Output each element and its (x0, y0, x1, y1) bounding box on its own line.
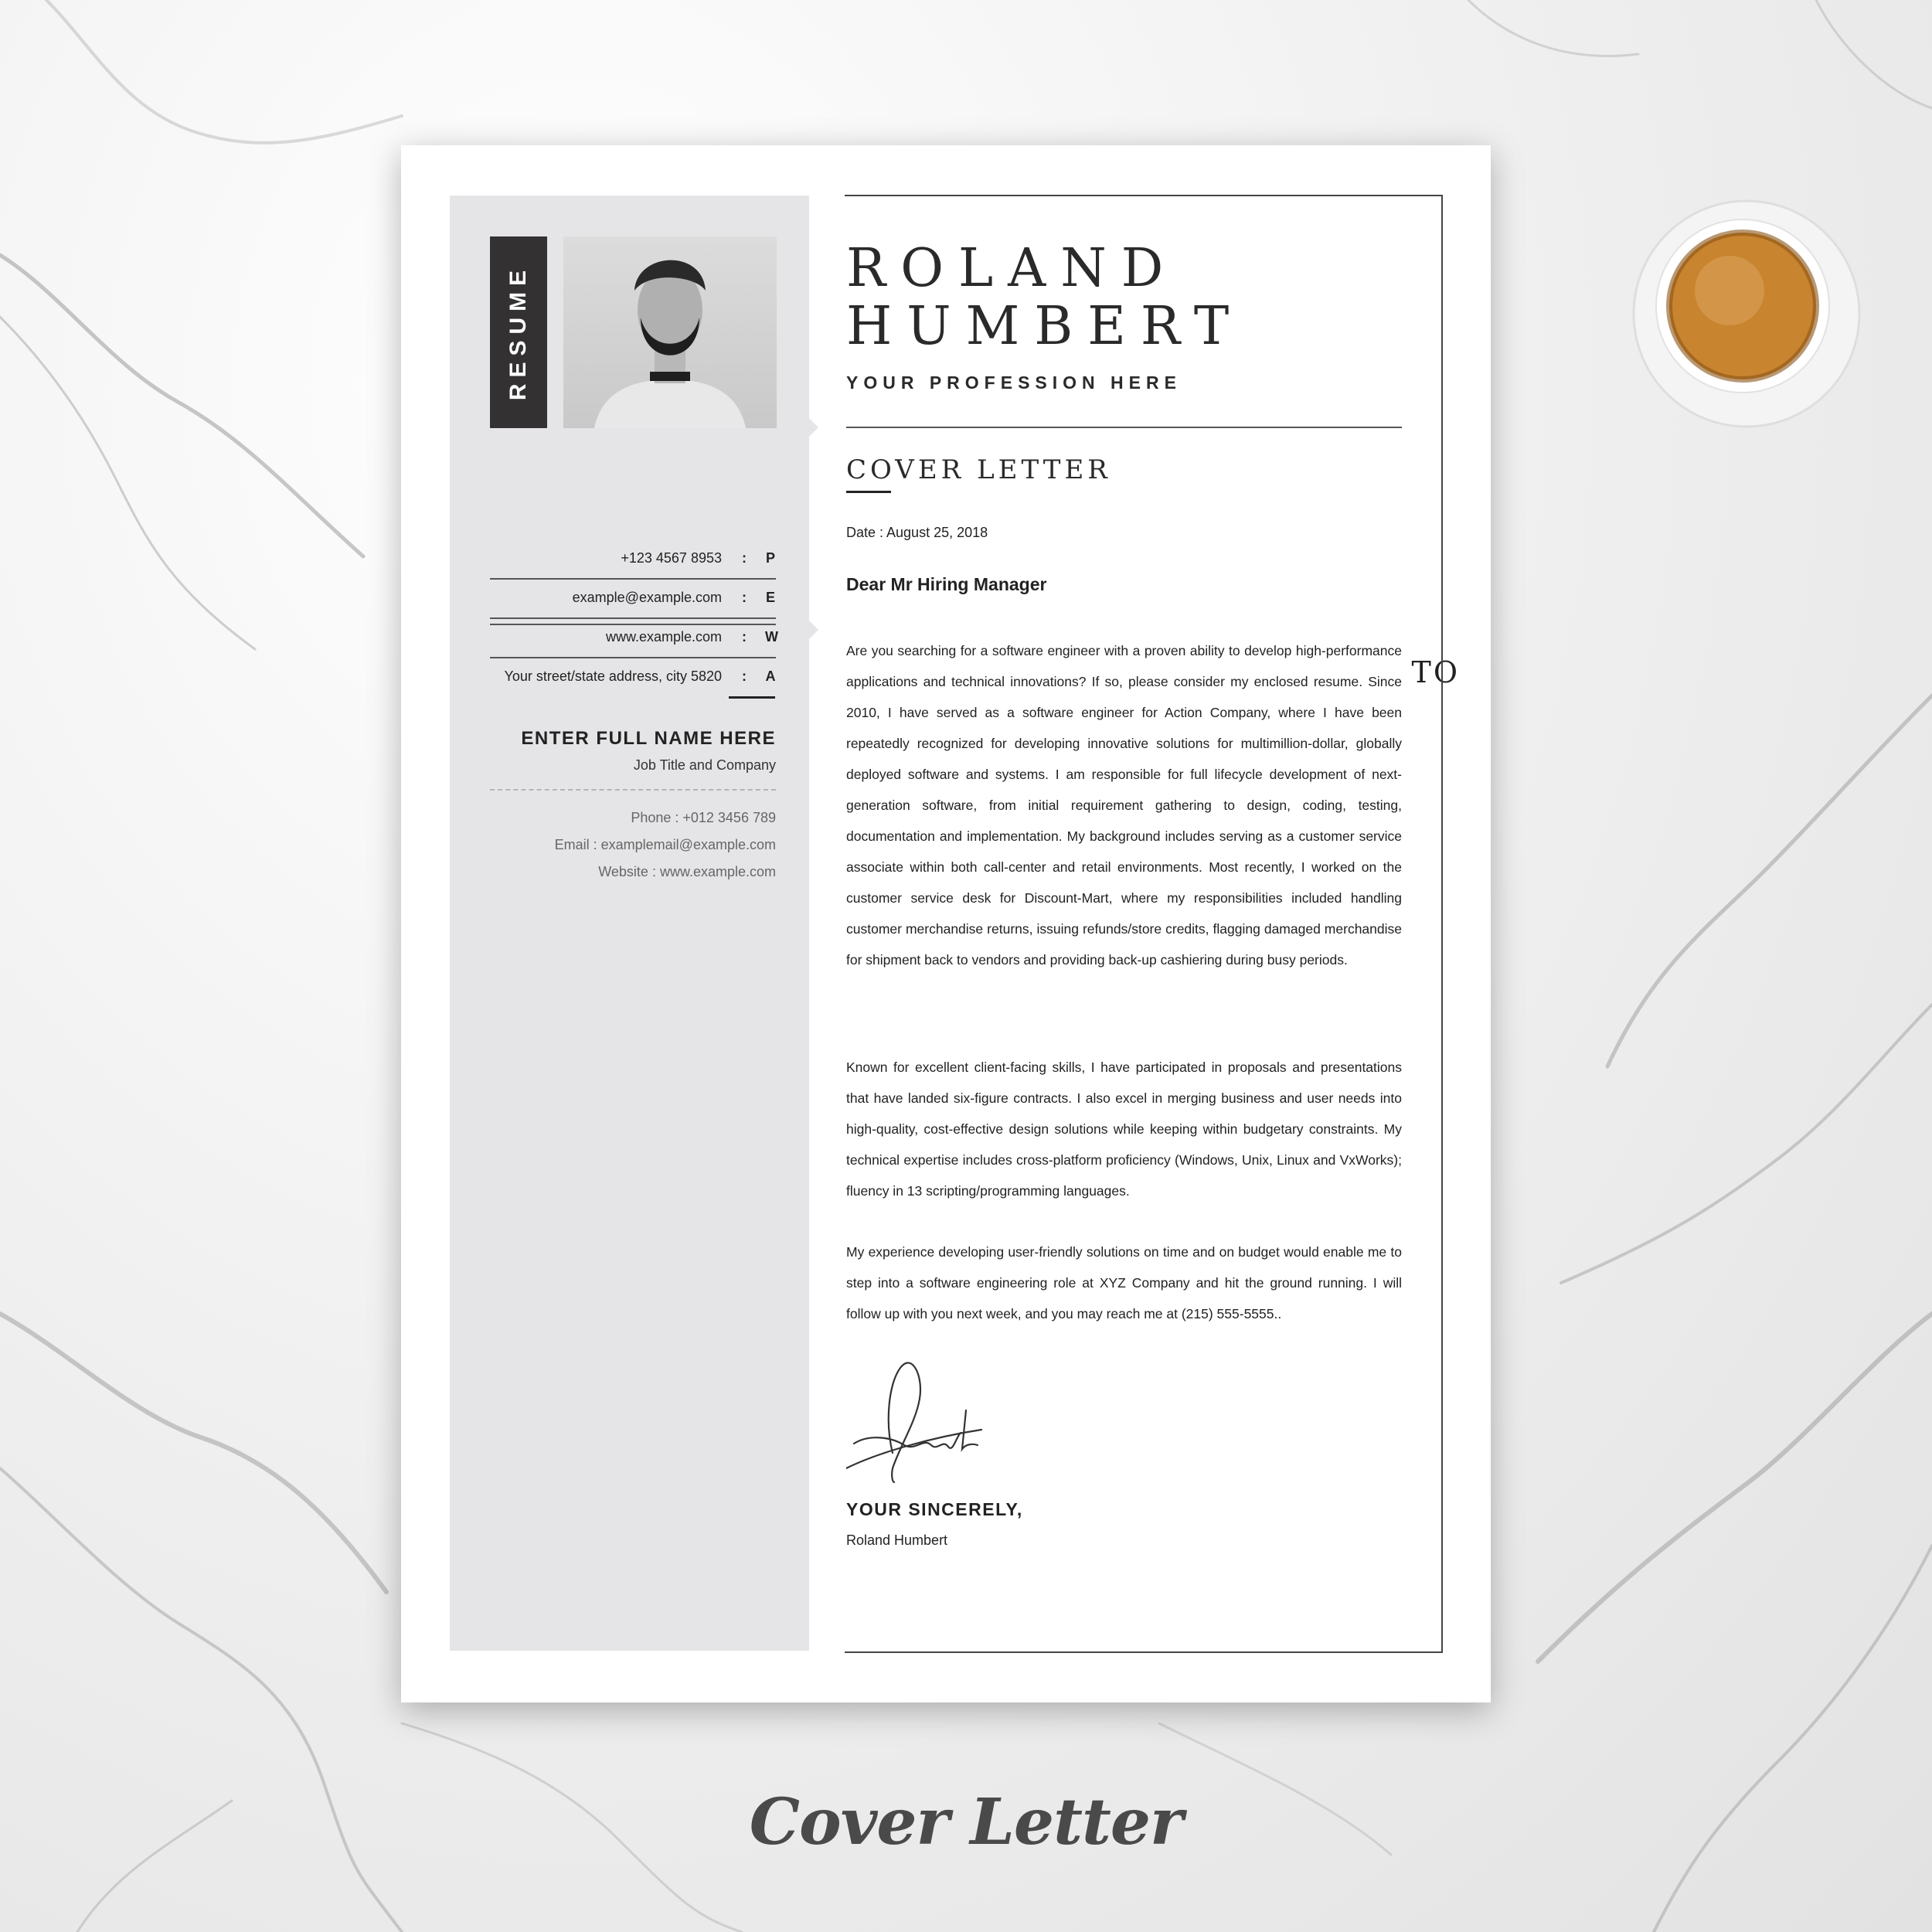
divider (490, 624, 776, 625)
cover-letter-page (401, 145, 1491, 1702)
contact-website: www.example.com : W (490, 618, 776, 658)
recipient-job: Job Title and Company (633, 757, 776, 773)
contact-address: Your street/state address, city 5820 : A (504, 668, 776, 684)
recipient-heading: TO (1411, 655, 1460, 689)
recipient-name: ENTER FULL NAME HERE (521, 728, 776, 749)
body-paragraph: My experience developing user-friendly solutions on time and on budget would enable me to step into a software engineering role at XYZ Company and hit the ground running. I will follow up with you next week, and you may reach me at (215) 555-5555.. (846, 1244, 1402, 1321)
contact-phone: +123 4567 8953 : P (490, 539, 776, 580)
contact-email: example@example.com : E (490, 579, 776, 619)
letter-date: Date : August 25, 2018 (846, 525, 988, 540)
portrait-icon (563, 236, 777, 428)
caption-title: Cover Letter (749, 1785, 1183, 1859)
body-paragraph: Are you searching for a software engineer with a proven ability to develop high-performance applications and technical innovations? If so, please consider my enclosed resume. Since 2010, I have served as a software engineer for Action Company, where I have been repeatedly recognized for developing innovative solutions for multimillion-dollar, globally deployed software and systems. I am responsible for full lifecycle development of next-generation software, from initial requirement gathering to design, coding, testing, documentation and implementation. My background includes serving as a customer service associate within both call-center and retail environments. Most recently, I worked on the customer service desk for Discount-Mart, where my responsibilities included handling customer merchandise returns, issuing refunds/store credits, flagging damaged merchandise for shipment back to vendors and providing back-up cashiering during busy periods. (846, 643, 1402, 968)
dashed-divider (490, 789, 776, 791)
recipient-website: Website : www.example.com (598, 864, 776, 879)
sidebar-notch (809, 418, 818, 437)
recipient-phone: Phone : +012 3456 789 (631, 810, 776, 825)
signature-image (846, 1352, 985, 1484)
closing: YOUR SINCERELY, (846, 1499, 1023, 1519)
title-underline (846, 491, 891, 493)
profession: YOUR PROFESSION HERE (846, 372, 1182, 393)
last-name: HUMBERT (846, 296, 1244, 357)
section-title: COVER LETTER (846, 454, 1111, 485)
resume-label: RESUME (490, 236, 547, 428)
header-rule (846, 427, 1402, 428)
coffee-cup-image (1631, 198, 1862, 430)
recipient-email: Email : examplemail@example.com (554, 837, 776, 852)
signer-name: Roland Humbert (846, 1532, 948, 1548)
body-paragraph: Known for excellent client-facing skills, I have participated in proposals and presentations that have landed six-figure contracts. I also excel in merging business and user needs into high-quality, cost-effective design solutions while keeping within budgetary constraints. My technical expertise includes cross-platform proficiency (Windows, Unix, Linux and VxWorks); fluency in 13 scripting/programming languages. (846, 1060, 1402, 1199)
profile-photo (563, 236, 777, 428)
heading-underline (729, 696, 775, 699)
sidebar-notch (809, 621, 818, 639)
salutation: Dear Mr Hiring Manager (846, 574, 1047, 594)
first-name: ROLAND (846, 238, 1179, 299)
